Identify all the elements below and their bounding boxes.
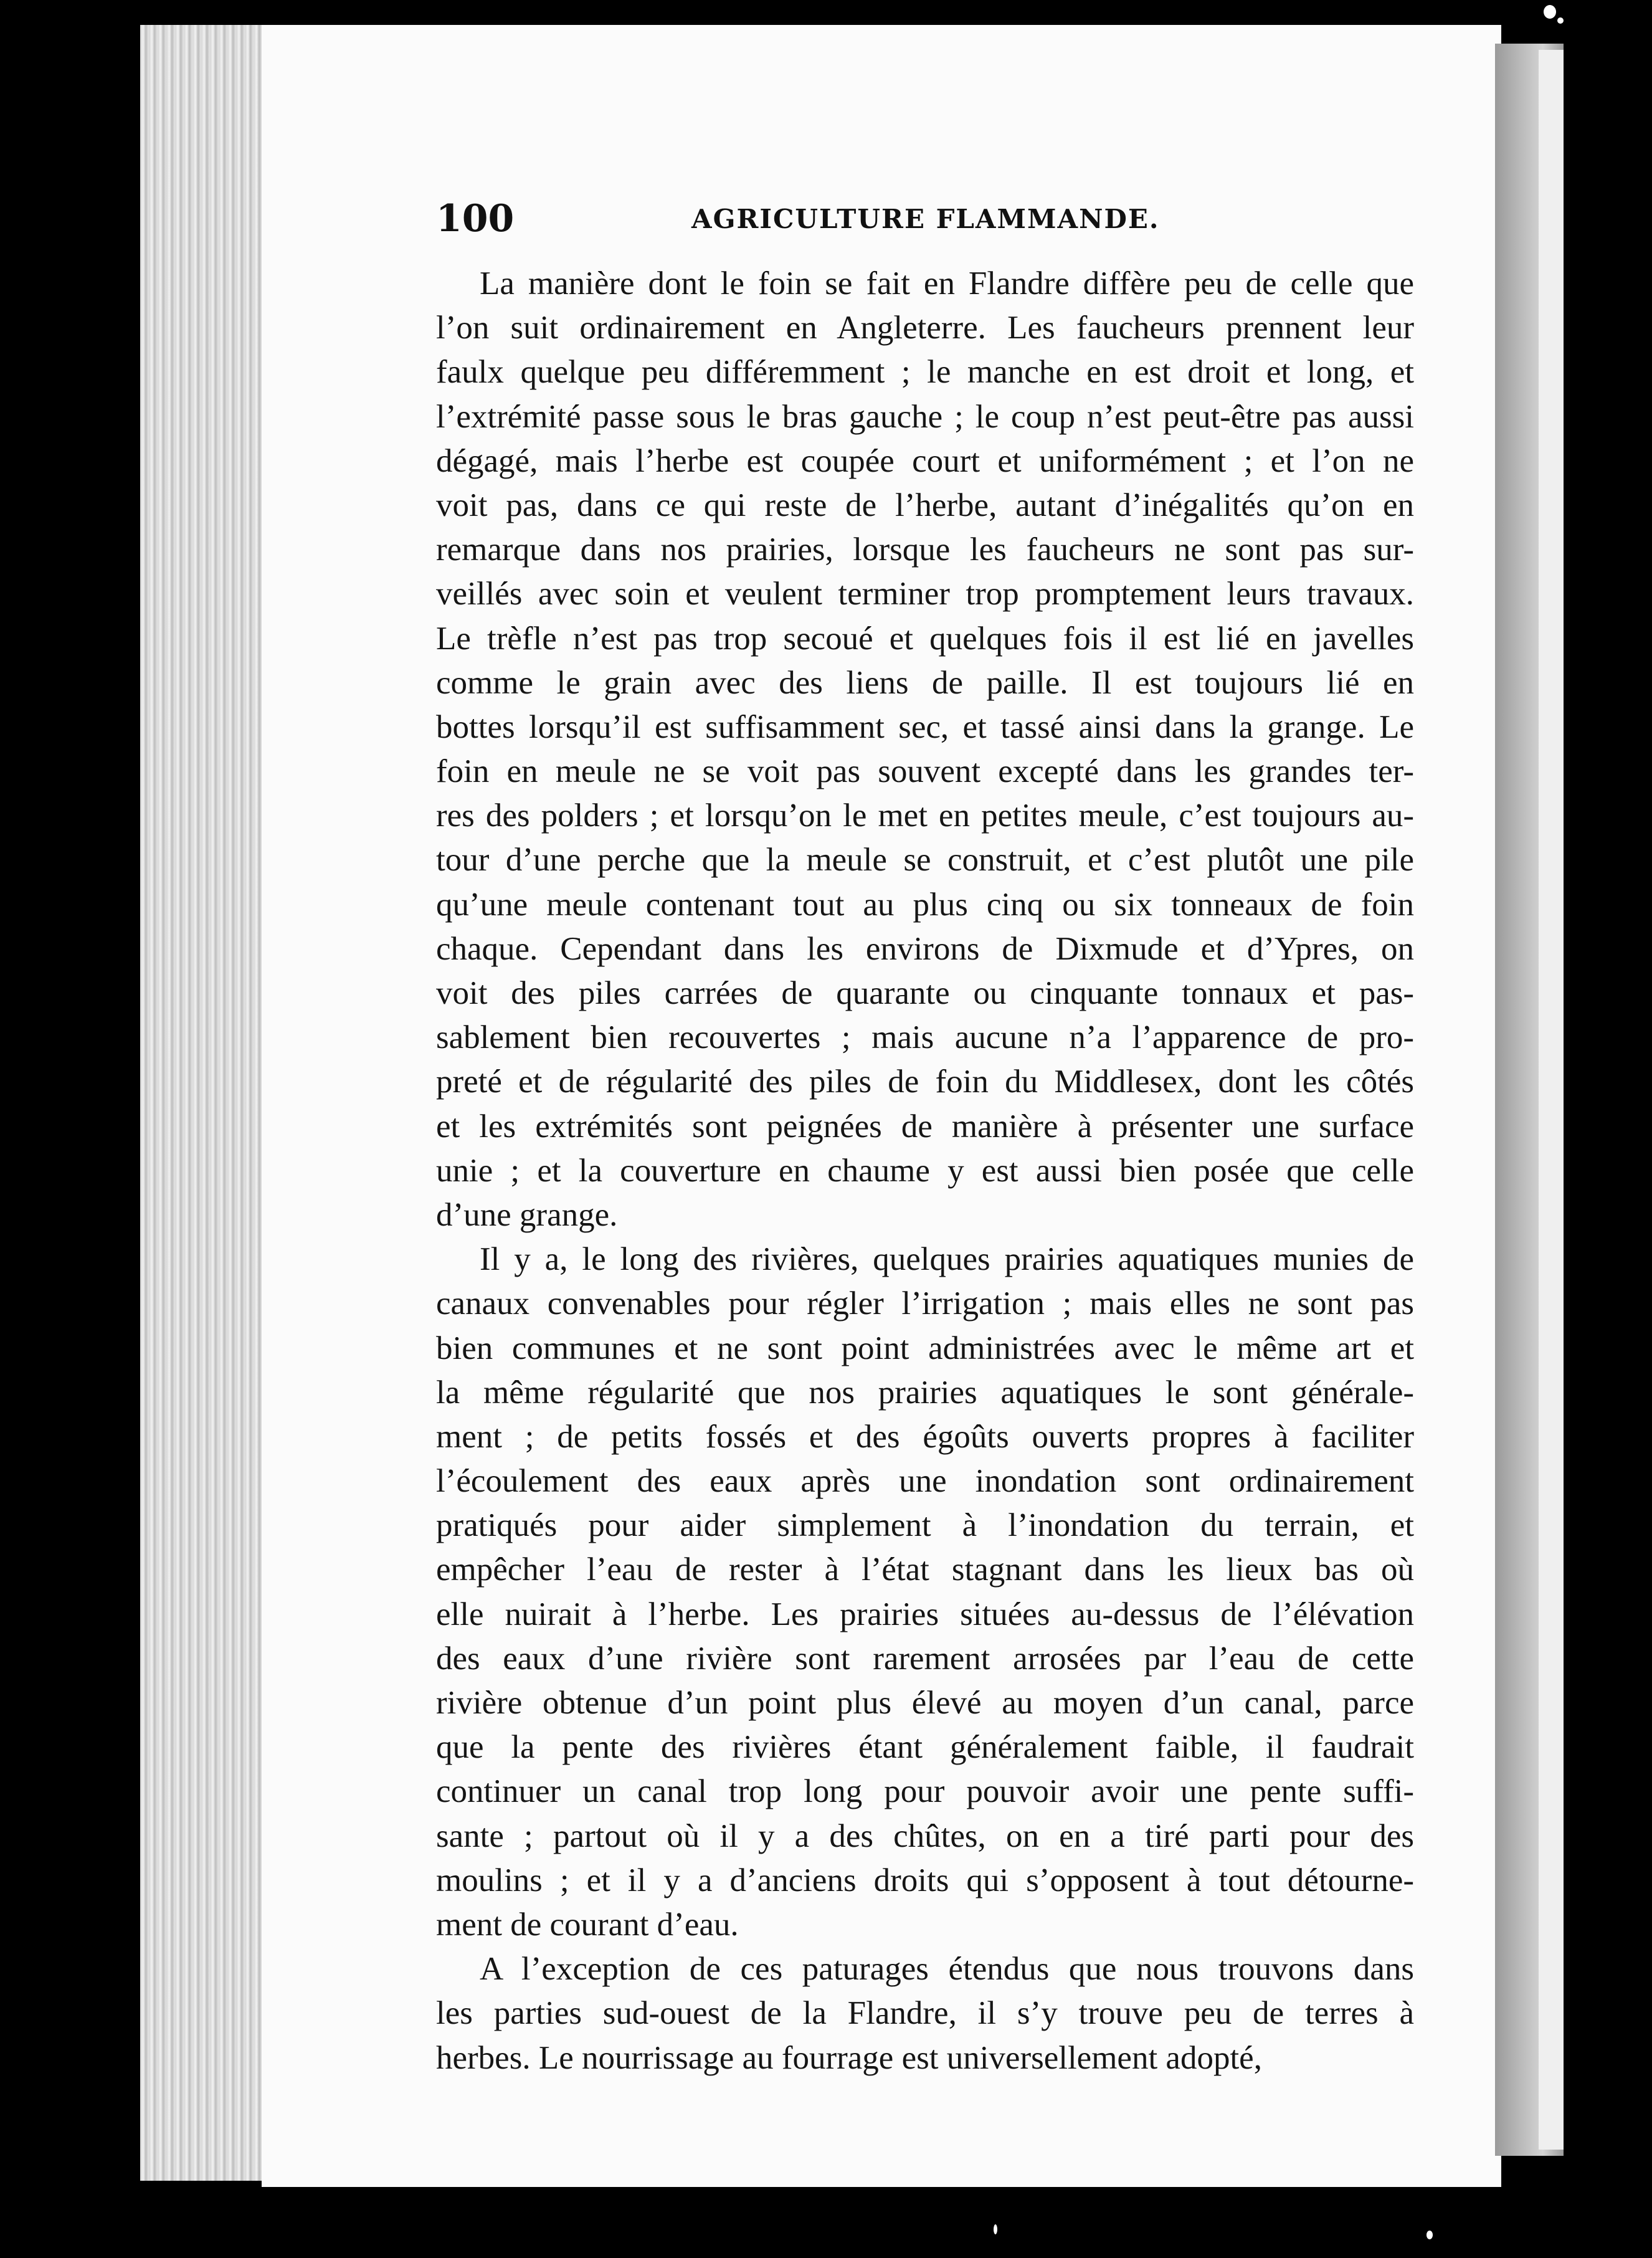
text-line: et les extrémités sont peignées de manière à présenter une surface — [436, 1108, 1414, 1145]
text-line: unie ; et la couverture en chaume y est aussi bien posée que celle — [436, 1152, 1414, 1189]
text-line: tour d’une perche que la meule se construit, et c’est plutôt une pile — [436, 842, 1414, 879]
text-line: qu’une meule contenant tout au plus cinq ou six tonneaux de foin — [436, 886, 1414, 923]
text-line: des eaux d’une rivière sont rarement arrosées par l’eau de cette — [436, 1640, 1414, 1677]
text-line: bien communes et ne sont point administrées avec le même art et — [436, 1330, 1414, 1366]
page-header — [436, 197, 1420, 241]
text-line: pratiqués pour aider simplement à l’inondation du terrain, et — [436, 1507, 1414, 1544]
text-line: dégagé, mais l’herbe est coupée court et uniformément ; et l’on ne — [436, 442, 1414, 479]
text-line: ment de courant d’eau. — [436, 1906, 739, 1943]
text-line: remarque dans nos prairies, lorsque les faucheurs ne sont pas sur- — [436, 531, 1414, 568]
text-line: continuer un canal trop long pour pouvoir avoir une pente suffi- — [436, 1773, 1414, 1810]
text-line: empêcher l’eau de rester à l’état stagnant dans les lieux bas où — [436, 1551, 1414, 1588]
text-line: ment ; de petits fossés et des égoûts ouverts propres à faciliter — [436, 1418, 1414, 1455]
page-number: 100 — [436, 197, 515, 241]
text-line: veillés avec soin et veulent terminer trop promptement leurs travaux. — [436, 576, 1414, 612]
text-line: l’extrémité passe sous le bras gauche ; le coup n’est peut-être pas aussi — [436, 398, 1414, 435]
text-line: voit pas, dans ce qui reste de l’herbe, autant d’inégalités qu’on en — [436, 487, 1414, 523]
text-line: d’une grange. — [436, 1196, 618, 1233]
text-line: chaque. Cependant dans les environs de Dixmude et d’Ypres, on — [436, 930, 1414, 967]
text-line: A l’exception de ces paturages étendus que nous trouvons dans — [480, 1951, 1414, 1988]
text-line: Le trèfle n’est pas trop secoué et quelques fois il est lié en javelles — [436, 620, 1414, 657]
text-line: canaux convenables pour régler l’irrigation ; mais elles ne sont pas — [436, 1285, 1414, 1322]
scan-speck — [1544, 5, 1556, 19]
text-line: faulx quelque peu différemment ; le manche en est droit et long, et — [436, 354, 1414, 391]
running-head: AGRICULTURE FLAMMANDE. — [691, 204, 1160, 234]
text-line: foin en meule ne se voit pas souvent excepté dans les grandes ter- — [436, 753, 1414, 790]
text-line: moulins ; et il y a d’anciens droits qui s’opposent à tout détourne- — [436, 1862, 1414, 1898]
text-line: que la pente des rivières étant généralement faible, il faudrait — [436, 1729, 1414, 1766]
scan-speck — [994, 2224, 997, 2234]
text-line: res des polders ; et lorsqu’on le met en petites meule, c’est toujours au- — [436, 798, 1414, 834]
text-line: sablement bien recouvertes ; mais aucune n’a l’apparence de pro- — [436, 1019, 1414, 1056]
text-line: rivière obtenue d’un point plus élevé au moyen d’un canal, parce — [436, 1685, 1414, 1721]
text-line: La manière dont le foin se fait en Flandre diffère peu de celle que — [480, 265, 1414, 302]
scan-speck — [1557, 17, 1564, 24]
text-line: l’on suit ordinairement en Angleterre. Les faucheurs prennent leur — [436, 310, 1414, 346]
text-line: sante ; partout où il y a des chûtes, on en a tiré parti pour des — [436, 1817, 1414, 1854]
body-text — [436, 262, 1414, 2080]
text-line: les parties sud-ouest de la Flandre, il s’y trouve peu de terres à — [436, 1995, 1414, 2032]
next-page-edge — [1539, 50, 1564, 2150]
text-line: bottes lorsqu’il est suffisamment sec, et tassé ainsi dans la grange. Le — [436, 708, 1414, 745]
text-line: preté et de régularité des piles de foin du Middlesex, dont les côtés — [436, 1064, 1414, 1100]
text-line: l’écoulement des eaux après une inondation sont ordinairement — [436, 1463, 1414, 1500]
page-edges-left — [140, 25, 271, 2181]
text-line: elle nuirait à l’herbe. Les prairies situées au-dessus de l’élévation — [436, 1596, 1414, 1632]
text-line: la même régularité que nos prairies aquatiques le sont générale- — [436, 1374, 1414, 1411]
text-line: Il y a, le long des rivières, quelques prairies aquatiques munies de — [480, 1241, 1414, 1278]
text-line: comme le grain avec des liens de paille. Il est toujours lié en — [436, 664, 1414, 701]
text-line: herbes. Le nourrissage au fourrage est universellement adopté, — [436, 2039, 1262, 2076]
text-line: voit des piles carrées de quarante ou cinquante tonnaux et pas- — [436, 975, 1414, 1011]
scan-speck — [1427, 2231, 1433, 2239]
